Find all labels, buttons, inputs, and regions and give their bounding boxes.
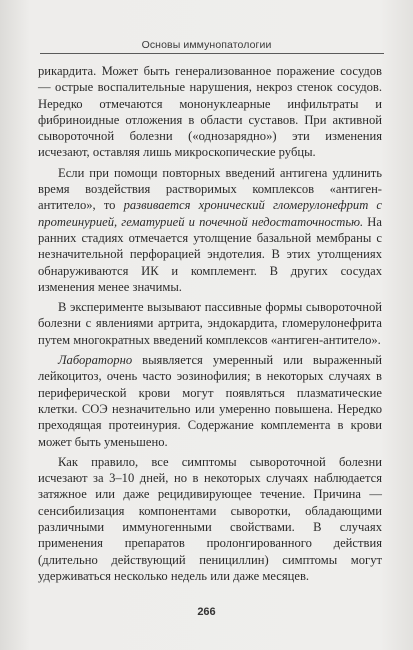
page-number: 266 bbox=[197, 606, 216, 618]
paragraph bbox=[38, 165, 382, 295]
paragraph bbox=[38, 454, 382, 584]
paragraph bbox=[38, 63, 382, 161]
running-header: Основы иммунопатологии bbox=[141, 39, 272, 51]
text-segment: Если при помощи повторных введений антигена удлинить время воздействия растворимых комплексов «антиген-антитело», то bbox=[38, 165, 382, 213]
header-rule bbox=[40, 53, 384, 54]
text-segment: На ранних стадиях отмечается утолщение базальной мембраны с незначительной перфорацией эндотелия. В этих утолщениях обнаруживаются ИК и комплемент. В других сосудах изменения менее значимы. bbox=[38, 214, 382, 294]
italic-segment: Лабораторно bbox=[58, 353, 133, 368]
text-segment: рикардита. Может быть генерализованное поражение сосудов — острые воспалительные нарушения, некроз стенок сосудов. Нередко отмечаются мононуклеарные инфильтраты и фибриноидные отложения в области суставов. При активной сывороточной болезни («однозарядно») эти изменения исчезают, оставляя лишь микроскопические рубцы. bbox=[38, 64, 382, 160]
italic-segment: развивается хронический гломерулонефрит с протеинурией, гематурией и почечной недостаточностью. bbox=[38, 198, 382, 229]
paragraph bbox=[38, 299, 382, 348]
text-segment: выявляется умеренный или выраженный лейкоцитоз, очень часто эозинофилия; в некоторых случаях в периферической крови могут появляться плазматические клетки. СОЭ незначительно или умеренно повышена. Нередко преходящая протеинурия. Содержание комплемента в крови может быть уменьшено. bbox=[38, 353, 382, 449]
body-text bbox=[38, 63, 382, 588]
text-segment: В эксперименте вызывают пассивные формы сывороточной болезни с явлениями артрита, эндокардита, гломерулонефрита путем многократных введений комплексов «антиген-антитело». bbox=[38, 300, 382, 347]
text-segment: Как правило, все симптомы сывороточной болезни исчезают за 3–10 дней, но в некоторых случаях наблюдается затяжное или даже рецидивирующее течение. Причина — сенсибилизация компонентами сыворотки, обладающими различными иммуногенными свойствами. В случаях применения препаратов пролонгированного действия (длительно действующий пенициллин) симптомы могут удерживаться несколько недель или даже месяцев. bbox=[38, 454, 382, 583]
paragraph bbox=[38, 352, 382, 450]
